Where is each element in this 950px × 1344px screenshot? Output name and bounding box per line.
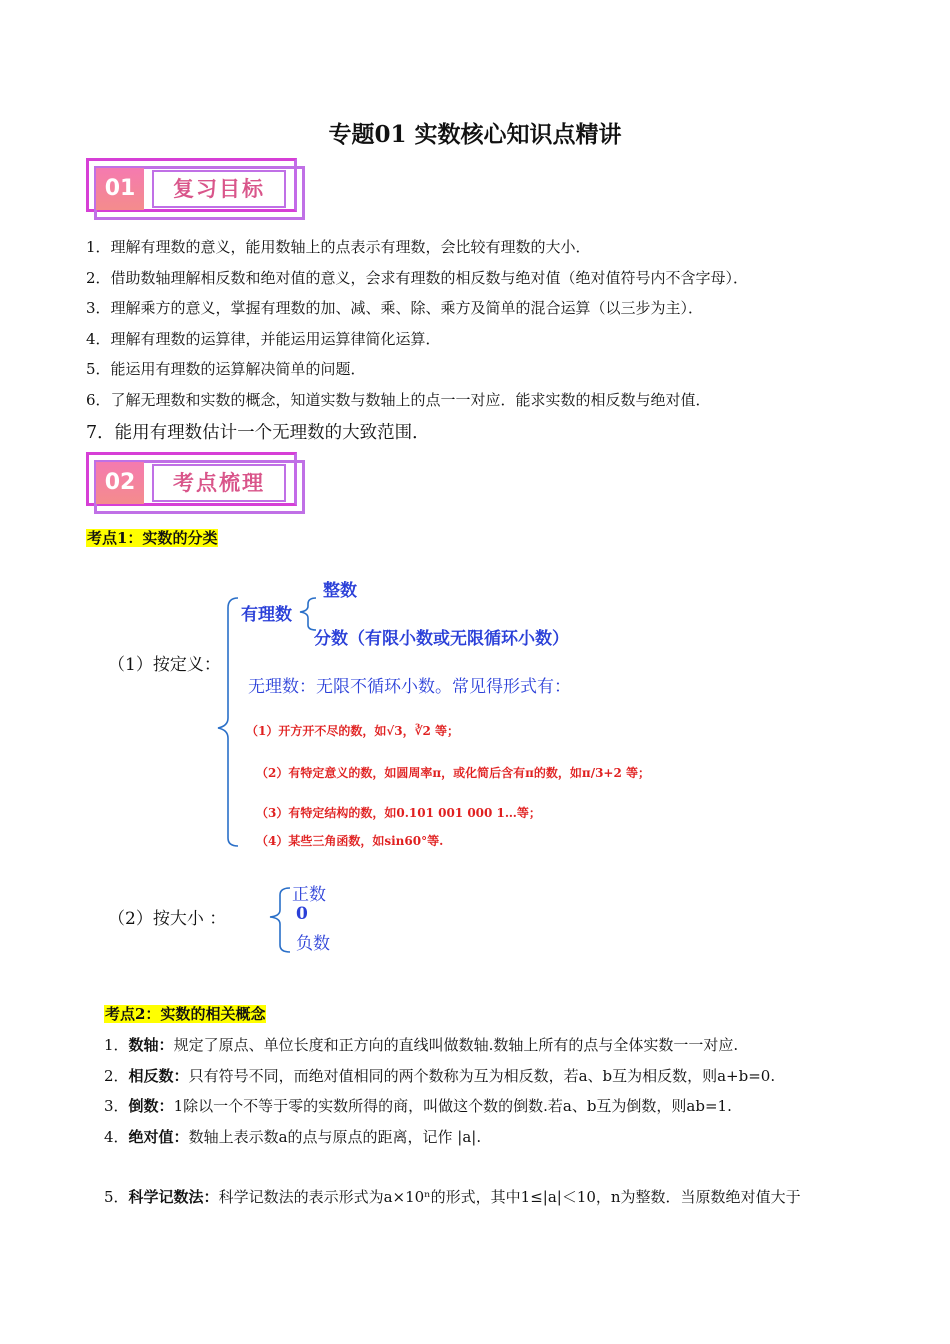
negative-label: 负数 (296, 934, 330, 954)
concept-item: 1．数轴：规定了原点、单位长度和正方向的直线叫做数轴.数轴上所有的点与全体实数一一对应. (104, 1036, 739, 1054)
goal-item: 3．理解乘方的意义，掌握有理数的加、减、乘、除、乘方及简单的混合运算（以三步为主）． (86, 299, 704, 317)
zero-label: 0 (296, 904, 308, 924)
rational-label: 有理数 (241, 605, 292, 625)
irrational-form: （3）有特定结构的数，如0.101 001 000 1…等； (256, 806, 541, 820)
section-label: 复习目标 (152, 170, 286, 208)
concept-item: 3．倒数：1除以一个不等于零的实数所得的商，叫做这个数的倒数.若a、b互为倒数，则ab=1. (104, 1097, 732, 1115)
goal-item: 4．理解有理数的运算律，并能运用运算律简化运算． (86, 330, 441, 348)
page-title: 专题01 实数核心知识点精讲 (328, 121, 622, 148)
point1-heading: 考点1：实数的分类 (87, 529, 218, 547)
goal-item: 6．了解无理数和实数的概念，知道实数与数轴上的点一一对应．能求实数的相反数与绝对值． (86, 391, 711, 409)
irrational-form: （1）开方开不尽的数，如√3，∛2 等； (246, 724, 460, 738)
positive-label: 正数 (292, 885, 326, 905)
section-label: 考点梳理 (152, 464, 286, 502)
by-definition-label: （1）按定义： (108, 655, 221, 675)
goal-item: 2．借助数轴理解相反数和绝对值的意义，会求有理数的相反数与绝对值（绝对值符号内不含字母）． (86, 269, 749, 287)
irrational-form: （4）某些三角函数，如sin60°等. (256, 834, 444, 848)
point2-heading: 考点2：实数的相关概念 (105, 1005, 266, 1023)
section-number: 02 (96, 462, 144, 504)
integer-label: 整数 (323, 581, 357, 601)
goal-item: 5．能运用有理数的运算解决简单的问题． (86, 360, 366, 378)
concept-item: 2．相反数：只有符号不同，而绝对值相同的两个数称为互为相反数，若a、b互为相反数，则a+b=0. (104, 1067, 776, 1085)
by-size-label: （2）按大小 ： (108, 909, 227, 929)
concept-item: 4．绝对值：数轴上表示数a的点与原点的距离，记作 |a|. (104, 1128, 482, 1146)
goal-item: 1．理解有理数的意义，能用数轴上的点表示有理数，会比较有理数的大小． (86, 238, 591, 256)
section-number: 01 (96, 168, 144, 210)
irrational-form: （2）有特定意义的数，如圆周率π，或化简后含有π的数，如π/3+2 等； (256, 766, 651, 780)
goal-item: 7．能用有理数估计一个无理数的大致范围． (86, 423, 430, 443)
irrational-label: 无理数：无限不循环小数。常见得形式有： (248, 677, 571, 697)
fraction-label: 分数（有限小数或无限循环小数） (314, 629, 569, 649)
concept-item: 5．科学记数法：科学记数法的表示形式为a×10ⁿ的形式，其中1≤|a|＜10，n为整数．当原数绝对值大于 (104, 1188, 801, 1206)
